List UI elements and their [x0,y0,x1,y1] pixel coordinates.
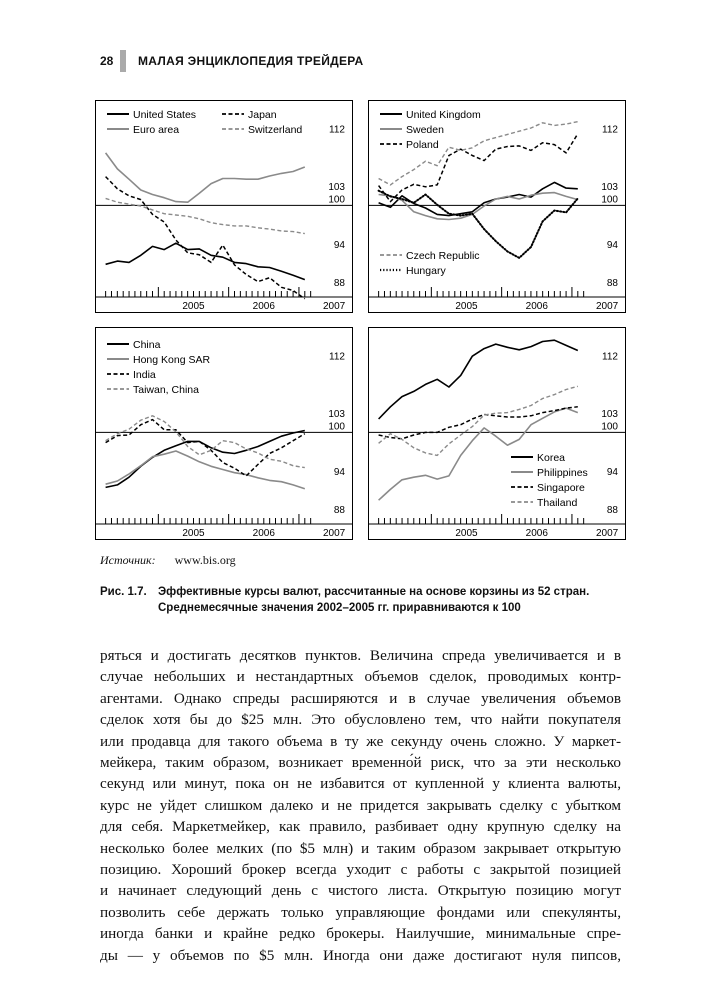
text-line: случае небольших и нестандартных объемов сделок, проводимых контр- [100,668,621,686]
y-tick-label: 100 [328,421,345,433]
text-line: позицию. Хороший брокер всегда уходит с работы с закрытой позицией [100,861,621,879]
legend-label: India [133,369,156,381]
y-tick-label: 112 [329,124,345,136]
text-line: иногда банки и крайне редко брокеры. Наилучшие, минимальные спре- [100,925,621,943]
y-tick-label: 88 [333,278,345,290]
x-tick-label: 2007 [595,301,619,312]
legend-label: Hong Kong SAR [133,354,211,366]
y-tick-label: 103 [328,409,345,421]
legend-label: Singapore [537,482,585,494]
y-tick-label: 94 [606,239,618,251]
legend-label: Philippines [537,467,588,479]
text-line: ряться и достигать десятков пунктов. Величина спреда увеличивается и в [100,647,621,664]
x-tick-label: 2007 [322,528,346,539]
text-line: и начинает следующий день с чистого листа. Открытую позицию могут [100,882,621,900]
series-line [106,243,305,279]
body-text [100,645,621,966]
text-line: для себя. Маркетмейкер, как правило, разбивает одну крупную сделку на [100,818,621,836]
legend-label: United States [133,109,197,121]
series-line [106,177,305,299]
legend-label: Taiwan, China [133,384,199,396]
y-tick-label: 94 [333,239,345,251]
text-line: сделок хотя бы до $25 млн. Это обусловлено тем, что найти покупателя [100,711,621,729]
series-line [106,416,305,468]
chart-frame [369,328,626,540]
source-note [100,553,236,568]
figure-caption [100,584,620,616]
x-tick-label: 2006 [525,528,548,539]
y-tick-label: 88 [333,505,345,517]
y-tick-label: 103 [601,182,618,194]
page-number: 28 [100,54,114,68]
y-tick-label: 100 [328,194,345,206]
y-tick-label: 88 [606,505,618,517]
legend-label: Japan [248,109,277,121]
chart-bottom-right [368,327,626,540]
text-line: агентами. Однако спреды расширяются и в случае увеличения объемов [100,689,621,707]
y-tick-label: 94 [333,466,345,478]
chart-svg [95,100,353,313]
header-bar [120,50,126,72]
chart-top-right [368,100,626,313]
text-line: секунд или минут, пока он не избавится от купленной у клиента валюты, [100,775,621,793]
chart-svg [368,100,626,313]
chart-svg [368,327,626,540]
series-line [379,386,578,455]
text-line: курс не уйдет слишком далеко и не придется закрывать сделку с убытком [100,796,621,814]
text-line: ды — у объемов по $5 млн. Иногда они даже достигают нуля пипсов, [100,946,621,964]
text-line: мейкера, таким образом, возникает временно́й риск, что за эти несколько [100,754,621,772]
legend-label: Korea [537,452,566,464]
series-line [379,340,578,419]
legend-label: Poland [406,139,439,151]
series-line [379,193,578,220]
text-line: или продавца для такого объема в ту же секунду очень сложно. У маркет- [100,732,621,750]
x-tick-label: 2005 [455,528,478,539]
y-tick-label: 100 [601,194,618,206]
y-tick-label: 112 [329,351,345,363]
y-tick-label: 112 [602,351,618,363]
y-tick-label: 100 [601,421,618,433]
source-label: Источник: [100,553,156,567]
chart-bottom-left [95,327,353,540]
y-tick-label: 103 [601,409,618,421]
x-tick-label: 2007 [595,528,619,539]
x-tick-label: 2006 [525,301,548,312]
text-line: несколько более мелких (по $5 млн) и таким образом закрывает открытую [100,839,621,857]
legend-label: Thailand [537,497,578,509]
legend-label: Czech Republic [406,250,480,262]
x-tick-label: 2005 [182,528,205,539]
chart-svg [95,327,353,540]
caption-text: Эффективные курсы валют, рассчитанные на основе корзины из 52 стран. Среднемесячные значения 2002–2005 гг. приравниваются к 100 [158,586,590,614]
series-line [106,198,305,233]
x-tick-label: 2005 [455,301,478,312]
x-tick-label: 2005 [182,301,205,312]
x-tick-label: 2006 [252,301,275,312]
legend-label: Hungary [406,265,446,277]
series-line [106,431,305,488]
legend-label: China [133,339,161,351]
legend-label: Switzerland [248,124,303,136]
y-tick-label: 88 [606,278,618,290]
y-tick-label: 112 [602,124,618,136]
legend-label: Euro area [133,124,180,136]
page-header [100,50,620,74]
series-line [106,451,305,489]
source-url: www.bis.org [174,553,236,567]
figure-label: Рис. 1.7. [100,586,147,598]
legend-label: United Kingdom [406,109,481,121]
x-tick-label: 2006 [252,528,275,539]
series-line [106,153,305,202]
legend-label: Sweden [406,124,444,136]
text-line: позволить себе держать только управляющие фондами или спекулянты, [100,903,621,921]
series-line [106,420,305,476]
x-tick-label: 2007 [322,301,346,312]
series-line [379,191,578,258]
y-tick-label: 94 [606,466,618,478]
y-tick-label: 103 [328,182,345,194]
chart-top-left [95,100,353,313]
book-title: МАЛАЯ ЭНЦИКЛОПЕДИЯ ТРЕЙДЕРА [138,54,364,68]
